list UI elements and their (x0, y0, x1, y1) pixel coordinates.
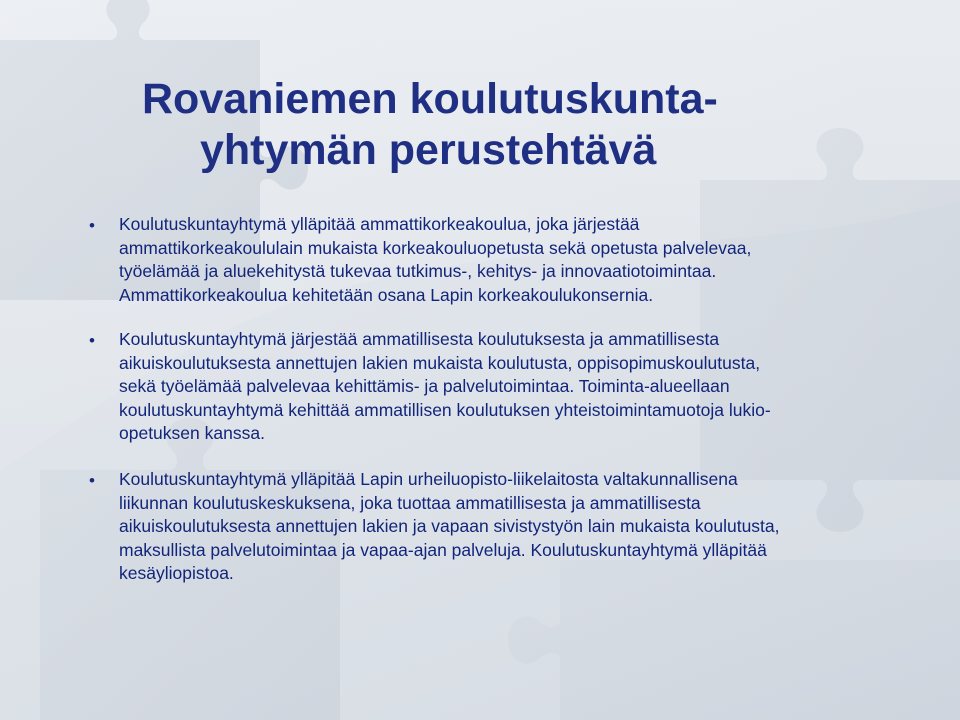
bullet-text-line: Koulutuskuntayhtymä ylläpitää ammattikorkeakoulua, joka järjestää (119, 214, 640, 234)
bullet-text-line: Koulutuskuntayhtymä ylläpitää Lapin urheiluopisto-liikelaitosta valtakunnallisena (119, 469, 738, 489)
bullet-text-line: koulutuskuntayhtymä kehittää ammatillisen koulutuksen yhteistoimintamuotoja lukio- (119, 399, 771, 420)
bullet-text-line: Koulutuskuntayhtymä järjestää ammatillisesta koulutuksesta ja ammatillisesta (119, 329, 720, 349)
bullet-text-line: Ammattikorkeakoulua kehitetään osana Lapin korkeakoulukonsernia. (119, 284, 654, 305)
bullet-text-line: kesäyliopistoa. (119, 563, 234, 583)
bullet-text-line: aikuiskoulutuksesta annettujen lakien ja vapaan sivistystyön lain mukaista koulutusta, (119, 516, 780, 536)
bullet-text-line: ammattikorkeakoululain mukaista korkeakouluopetusta sekä opetusta palvelevaa, (119, 237, 752, 258)
title-line-1: Rovaniemen koulutuskunta- (142, 75, 718, 123)
bullet-text-line: maksullista palvelutoimintaa ja vapaa-ajan palveluja. Koulutuskuntayhtymä ylläpitää (119, 539, 767, 560)
bullet-text-line: sekä työelämää palvelevaa kehittämis- ja palvelutoimintaa. Toiminta-alueellaan (119, 376, 730, 396)
bullet-item-ammattikorkeakoulu (89, 213, 834, 307)
bullet-text-line: liikunnan koulutuskeskuksena, joka tuottaa ammatillisesta ja ammatillisesta (119, 492, 701, 513)
bullet-item-ammatillinen-koulutus (89, 328, 834, 446)
bullet-marker: • (89, 471, 95, 490)
bullet-text-line: työelämää ja aluekehitystä tukevaa tutkimus-, kehitys- ja innovaatiotoimintaa. (119, 261, 717, 281)
bullet-text-line: aikuiskoulutuksesta annettujen lakien mukaista koulutusta, oppisopimuskoulutusta, (119, 352, 761, 373)
bullet-marker: • (89, 331, 95, 350)
bullet-text-line: opetuksen kanssa. (119, 423, 265, 443)
bullet-marker: • (89, 216, 95, 235)
title-line-2: yhtymän perustehtävä (200, 126, 657, 174)
bullet-item-urheiluopisto (89, 468, 834, 586)
page-title (142, 74, 842, 176)
